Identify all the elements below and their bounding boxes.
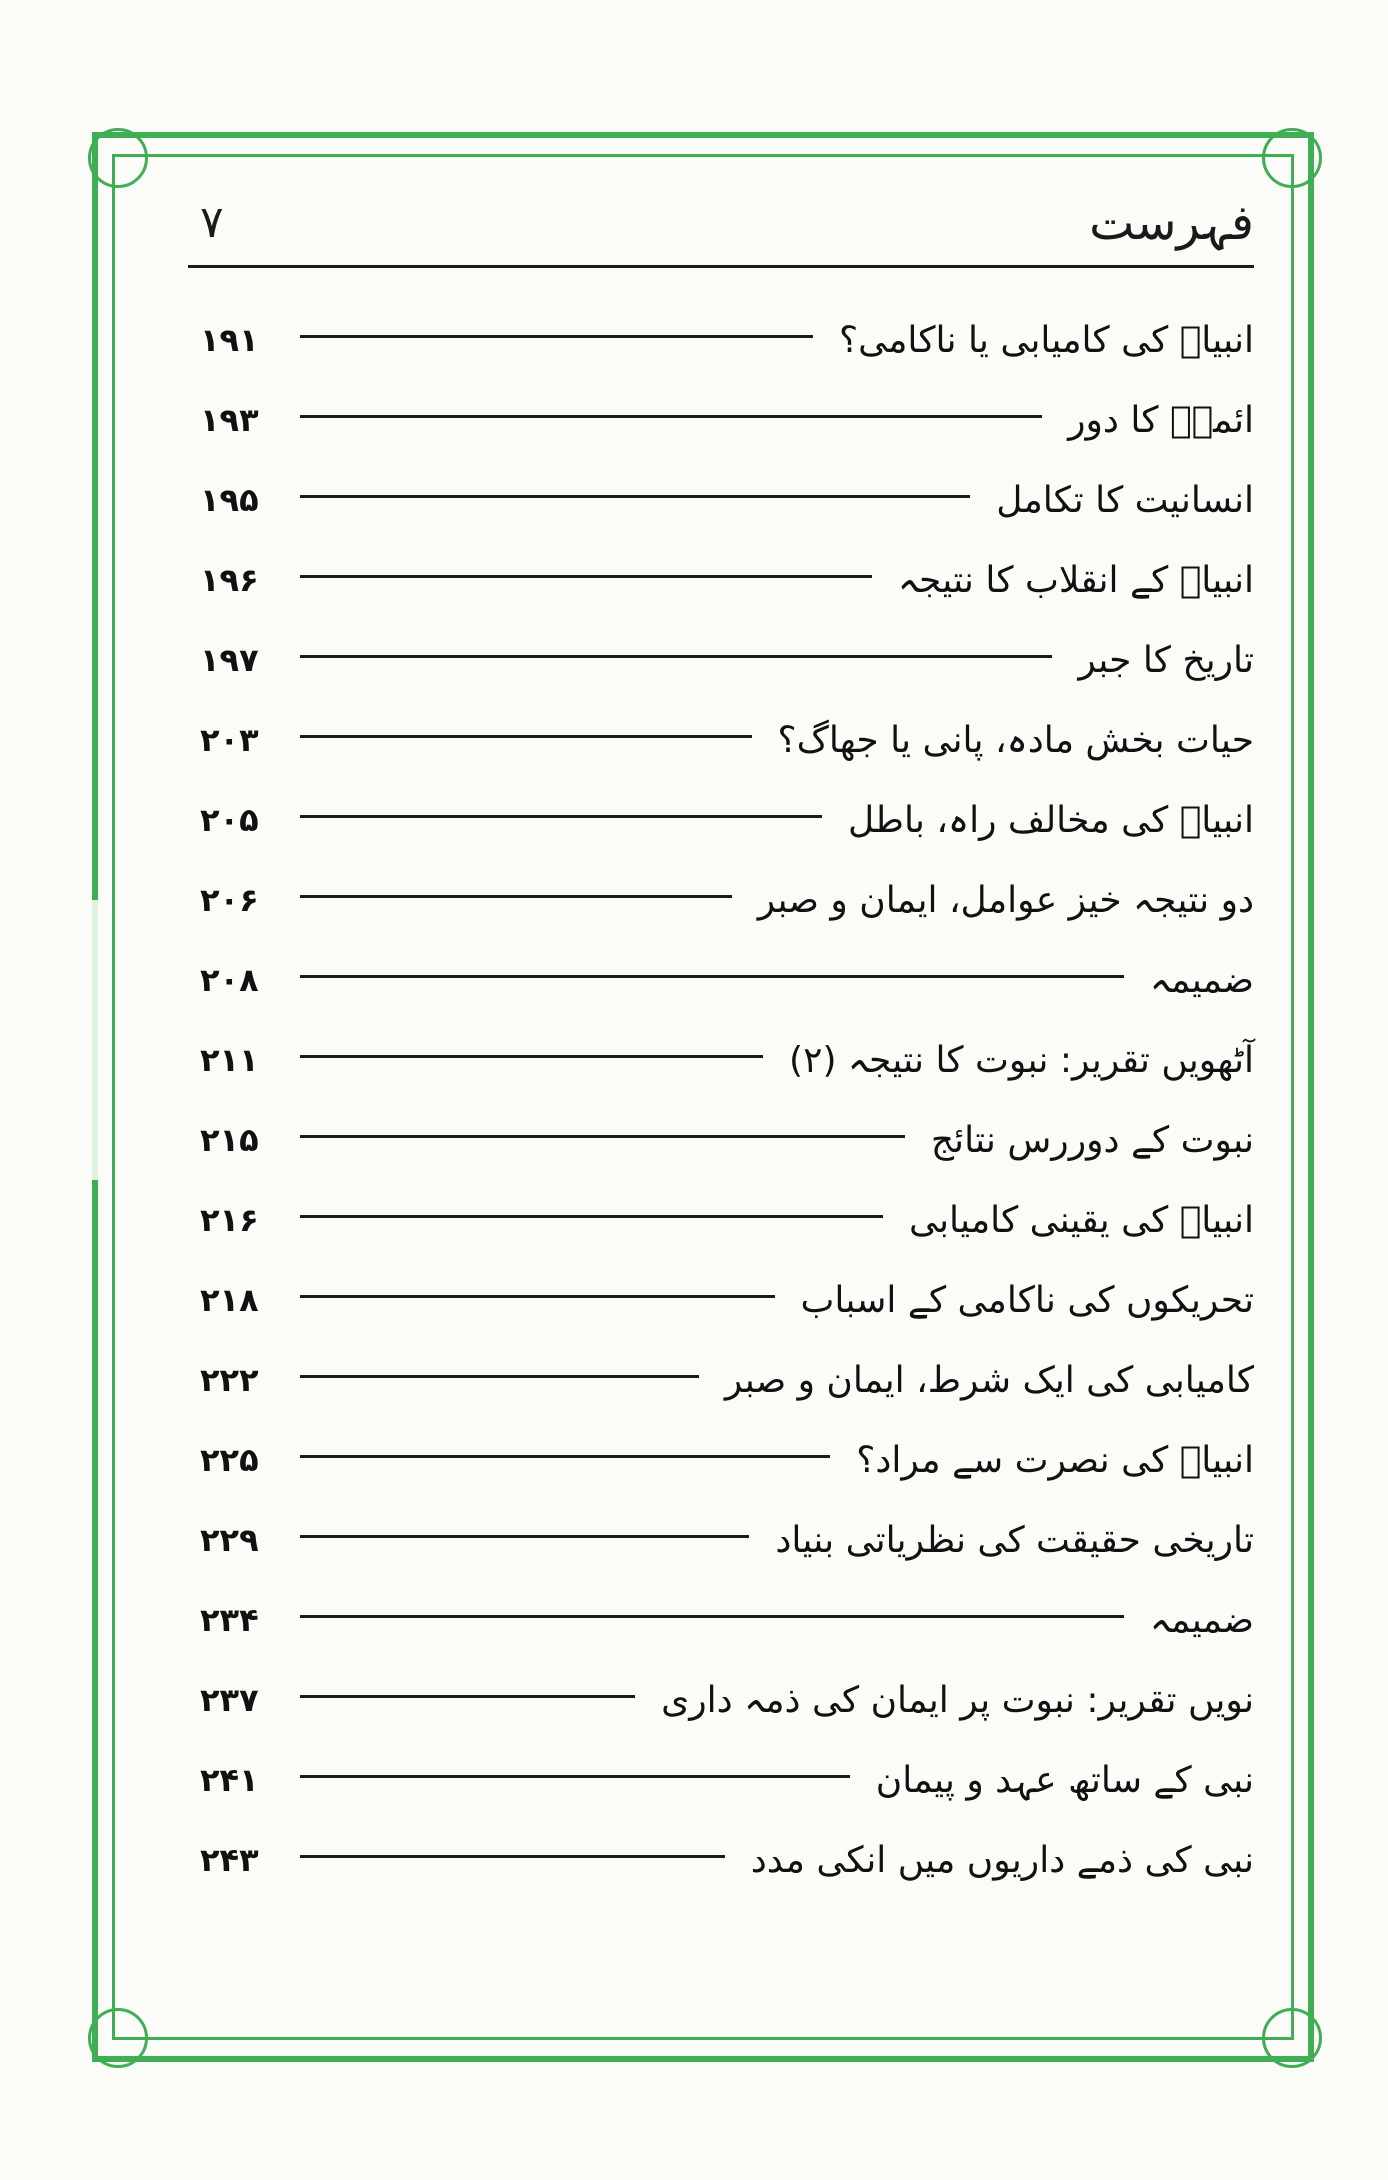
- toc-leader-line: [300, 895, 732, 898]
- toc-leader-line: [300, 1775, 850, 1778]
- toc-entry-page-number: ۱۹۶: [200, 561, 259, 599]
- toc-entry[interactable]: [200, 380, 1254, 460]
- toc-leader-line: [300, 1295, 775, 1298]
- toc-leader-line: [300, 735, 752, 738]
- toc-entry-title: نبی کی ذمے داریوں میں انکی مدد: [750, 1839, 1254, 1881]
- toc-leader-line: [300, 1855, 725, 1858]
- corner-ornament-bottom-left: [88, 2008, 148, 2068]
- corner-ornament-top-right: [1262, 128, 1322, 188]
- toc-entry-page-number: ۲۱۱: [200, 1041, 259, 1079]
- toc-entry-title: تحریکوں کی ناکامی کے اسباب: [800, 1279, 1254, 1321]
- toc-entry[interactable]: [200, 1660, 1254, 1740]
- toc-entry-page-number: ۲۱۸: [200, 1281, 259, 1319]
- toc-entry[interactable]: [200, 1820, 1254, 1900]
- toc-entry-page-number: ۱۹۷: [200, 641, 259, 679]
- toc-entry[interactable]: [200, 300, 1254, 380]
- toc-entry-page-number: ۲۳۷: [200, 1681, 259, 1719]
- toc-entry-title: تاریخ کا جبر: [1078, 639, 1254, 681]
- toc-entry-title: تاریخی حقیقت کی نظریاتی بنیاد: [775, 1519, 1254, 1561]
- toc-entry[interactable]: [200, 540, 1254, 620]
- toc-entry[interactable]: [200, 1340, 1254, 1420]
- toc-entry[interactable]: [200, 780, 1254, 860]
- toc-entry[interactable]: [200, 940, 1254, 1020]
- toc-leader-line: [300, 1455, 830, 1458]
- toc-entry-title: ائمہؑ کا دور: [1068, 399, 1254, 441]
- toc-entry-page-number: ۲۰۸: [200, 961, 259, 999]
- toc-entry-title: نبوت کے دوررس نتائج: [930, 1119, 1254, 1161]
- toc-entry-title: انبیاؑ کی مخالف راہ، باطل: [848, 799, 1254, 841]
- toc-entry[interactable]: [200, 1100, 1254, 1180]
- page-edge-highlight: [92, 900, 98, 1180]
- toc-entry[interactable]: [200, 1260, 1254, 1340]
- toc-entry[interactable]: [200, 1580, 1254, 1660]
- toc-leader-line: [300, 1615, 1124, 1618]
- toc-entry-page-number: ۲۰۶: [200, 881, 259, 919]
- toc-entry-page-number: ۲۴۳: [200, 1841, 259, 1879]
- table-of-contents: [200, 300, 1254, 1900]
- toc-entry-title: کامیابی کی ایک شرط، ایمان و صبر: [724, 1359, 1254, 1401]
- header-page-number: ۷: [200, 197, 224, 248]
- page-header: [188, 195, 1254, 268]
- toc-entry-page-number: ۲۲۹: [200, 1521, 259, 1559]
- corner-ornament-top-left: [88, 128, 148, 188]
- toc-entry[interactable]: [200, 1180, 1254, 1260]
- toc-entry-page-number: ۱۹۵: [200, 481, 259, 519]
- toc-entry-title: انبیاؑ کی نصرت سے مراد؟: [856, 1439, 1254, 1481]
- toc-leader-line: [300, 815, 822, 818]
- toc-entry-page-number: ۲۲۲: [200, 1361, 259, 1399]
- toc-entry-page-number: ۱۹۱: [200, 321, 259, 359]
- toc-leader-line: [300, 1215, 883, 1218]
- toc-entry-title: ضمیمہ: [1149, 1599, 1254, 1641]
- toc-leader-line: [300, 975, 1124, 978]
- toc-entry-page-number: ۲۱۶: [200, 1201, 259, 1239]
- toc-entry-page-number: ۲۰۳: [200, 721, 259, 759]
- toc-entry-title: انبیاؑ کی کامیابی یا ناکامی؟: [839, 319, 1254, 361]
- toc-leader-line: [300, 335, 813, 338]
- toc-entry-page-number: ۲۳۴: [200, 1601, 259, 1639]
- toc-entry[interactable]: [200, 860, 1254, 940]
- toc-entry-title: آٹھویں تقریر: نبوت کا نتیجہ (۲): [789, 1039, 1254, 1081]
- toc-entry-title: ضمیمہ: [1149, 959, 1254, 1001]
- toc-leader-line: [300, 1695, 635, 1698]
- toc-entry-page-number: ۲۱۵: [200, 1121, 259, 1159]
- toc-leader-line: [300, 415, 1042, 418]
- toc-entry-page-number: ۲۰۵: [200, 801, 259, 839]
- toc-entry-title: نویں تقریر: نبوت پر ایمان کی ذمہ داری: [661, 1679, 1254, 1721]
- toc-entry-title: حیات بخش مادہ، پانی یا جھاگ؟: [777, 719, 1254, 761]
- toc-entry-title: انبیاؑ کی یقینی کامیابی: [908, 1199, 1254, 1241]
- toc-entry[interactable]: [200, 460, 1254, 540]
- toc-entry[interactable]: [200, 1740, 1254, 1820]
- toc-entry[interactable]: [200, 1420, 1254, 1500]
- toc-entry[interactable]: [200, 700, 1254, 780]
- toc-entry-title: انبیاؑ کے انقلاب کا نتیجہ: [897, 559, 1254, 601]
- corner-ornament-bottom-right: [1262, 2008, 1322, 2068]
- toc-leader-line: [300, 1055, 763, 1058]
- toc-leader-line: [300, 1375, 699, 1378]
- toc-entry-page-number: ۱۹۳: [200, 401, 259, 439]
- toc-entry[interactable]: [200, 1500, 1254, 1580]
- toc-entry[interactable]: [200, 1020, 1254, 1100]
- toc-entry[interactable]: [200, 620, 1254, 700]
- toc-entry-page-number: ۲۴۱: [200, 1761, 259, 1799]
- toc-leader-line: [300, 575, 872, 578]
- toc-entry-title: دو نتیجہ خیز عوامل، ایمان و صبر: [757, 879, 1254, 921]
- toc-entry-title: انسانیت کا تکامل: [996, 479, 1254, 521]
- toc-leader-line: [300, 495, 970, 498]
- toc-leader-line: [300, 1135, 905, 1138]
- toc-leader-line: [300, 1535, 749, 1538]
- toc-entry-title: نبی کے ساتھ عہد و پیمان: [875, 1759, 1254, 1801]
- toc-entry-page-number: ۲۲۵: [200, 1441, 259, 1479]
- toc-leader-line: [300, 655, 1052, 658]
- page-title: فہرست: [1089, 195, 1254, 251]
